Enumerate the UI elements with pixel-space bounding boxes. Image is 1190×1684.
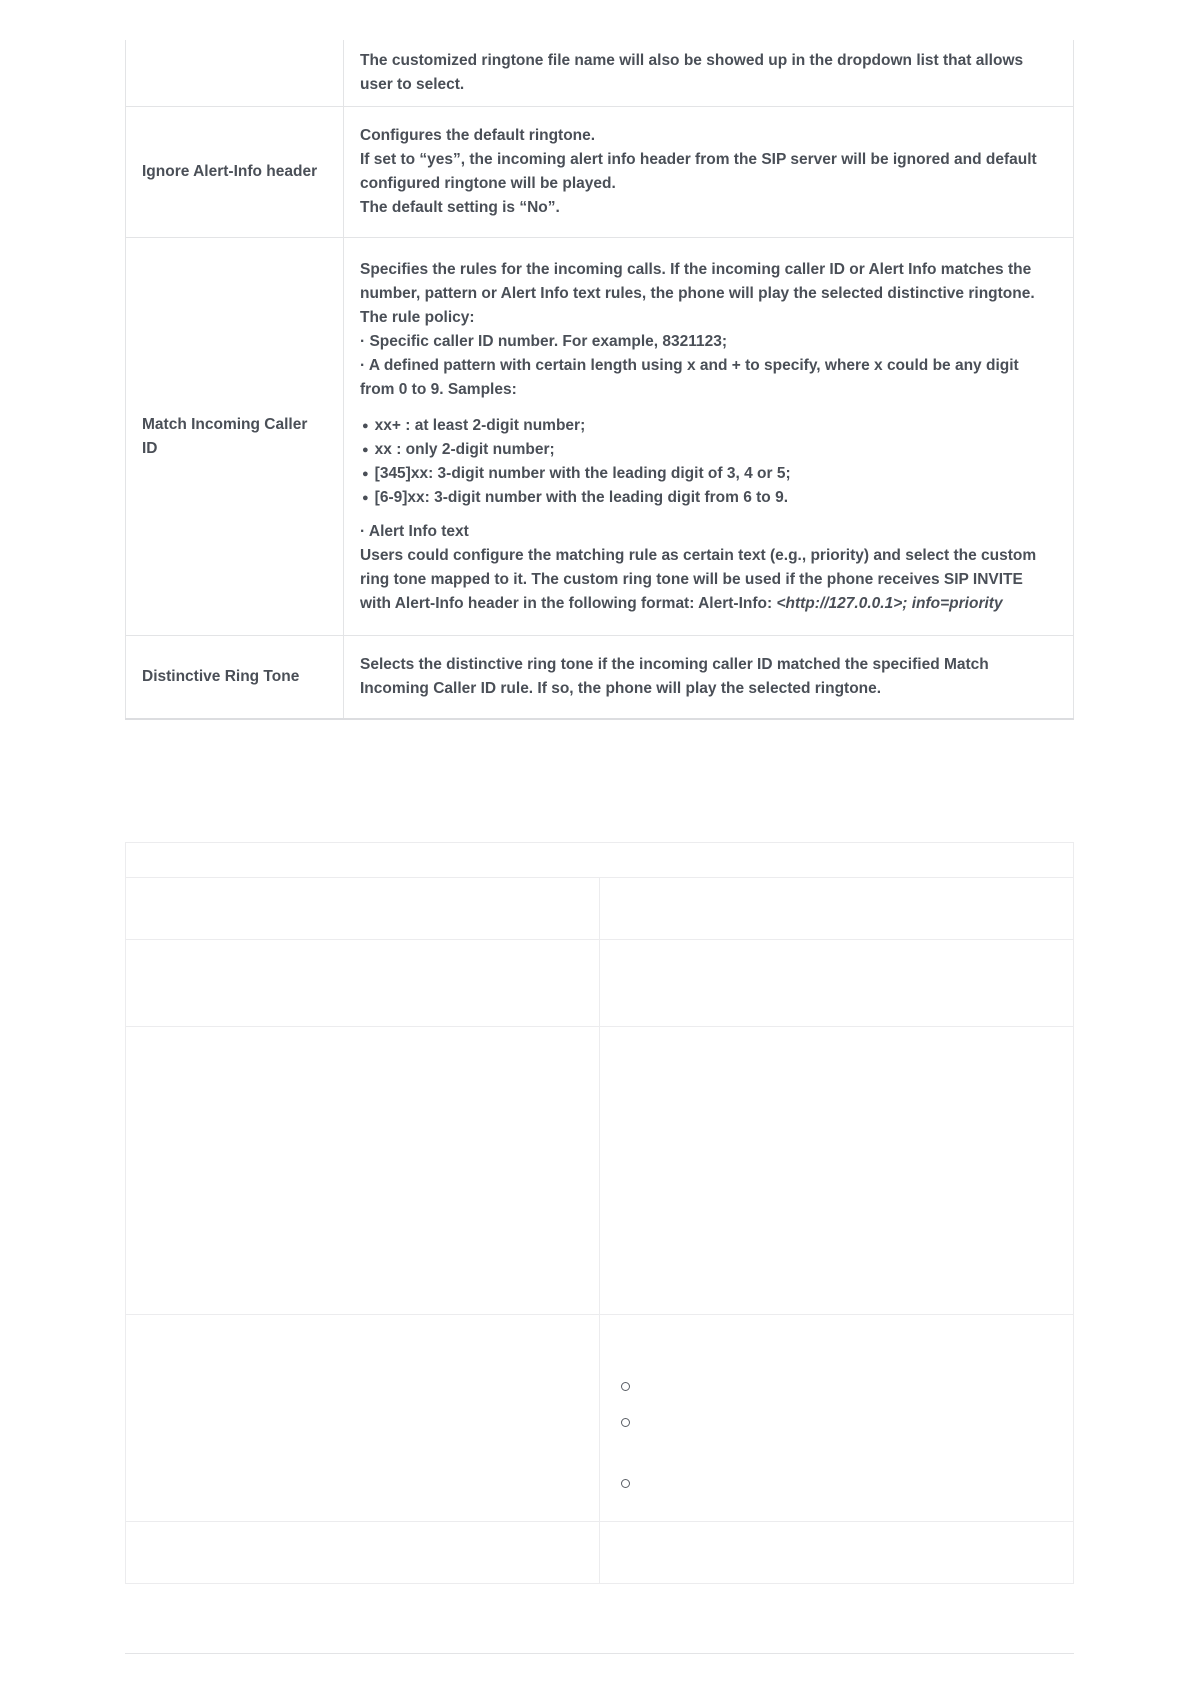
circle-bullet-icon (621, 1382, 630, 1391)
setting-name-cell: Distinctive Ring Tone (126, 636, 344, 720)
description-text: If set to “yes”, the incoming alert info header from the SIP server will be ignored and default configured ringtone will be played. (360, 151, 1037, 192)
setting-description-cell (600, 1027, 1074, 1315)
setting-description-cell (344, 40, 1074, 107)
setting-name-cell (126, 1315, 600, 1522)
setting-description-cell (600, 940, 1074, 1027)
setting-description-cell (344, 107, 1074, 238)
list-item: ● xx+ : at least 2-digit number; (360, 414, 1057, 438)
list-item: ● xx : only 2-digit number; (360, 438, 1057, 462)
empty-settings-table (125, 842, 1074, 1584)
table-header-row (126, 843, 1074, 878)
description-text (360, 544, 1057, 616)
table-row (126, 1027, 1074, 1315)
usage-text: Users could configure the matching rule as certain text (e.g., priority) and select the custom ring tone mapped to it. The custom ring tone will be used if the phone receives SIP INVITE with Alert-Info header in the following format: Alert-Info: (360, 546, 1037, 612)
table-row (126, 1315, 1074, 1522)
setting-name-cell (126, 40, 344, 107)
rule-text: · Alert Info text (360, 522, 469, 540)
setting-description-cell (344, 636, 1074, 720)
setting-description-cell (600, 878, 1074, 940)
rule-text: · Specific caller ID number. For example, 8321123; (360, 332, 728, 350)
setting-name-cell (126, 1522, 600, 1584)
rule-text: · A defined pattern with certain length using x and + to specify, where x could be any digit from 0 to 9. Samples: (360, 356, 1019, 398)
list-item: ● [6-9]xx: 3-digit number with the leading digit from 6 to 9. (360, 486, 1057, 510)
description-text: The default setting is “No”. (360, 199, 560, 216)
setting-description-cell (600, 1522, 1074, 1584)
circle-bullet-icon (621, 1479, 630, 1488)
table-row (126, 238, 1074, 636)
table-row (126, 878, 1074, 940)
alert-info-example: <http://127.0.0.1>; info=priority (776, 594, 1003, 612)
table-row (126, 40, 1074, 107)
table-row (126, 107, 1074, 238)
table-header-cell (126, 843, 1074, 878)
table-row (126, 636, 1074, 720)
divider (125, 1653, 1074, 1654)
setting-description-cell (344, 238, 1074, 636)
description-text: Configures the default ringtone. (360, 127, 596, 144)
list-item: ● [345]xx: 3-digit number with the leading digit of 3, 4 or 5; (360, 462, 1057, 486)
table-row (126, 1522, 1074, 1584)
circle-bullet-icon (621, 1418, 630, 1427)
ringtone-settings-table (125, 40, 1074, 720)
setting-name-cell (126, 940, 600, 1027)
setting-name-cell (126, 878, 600, 940)
setting-name-cell (126, 1027, 600, 1315)
empty-bullet-list (600, 1315, 1073, 1521)
description-text: The customized ringtone file name will also be showed up in the dropdown list that allows user to select. (360, 52, 1024, 93)
description-text: Selects the distinctive ring tone if the incoming caller ID matched the specified Match Incoming Caller ID rule. If so, the phone will play the selected ringtone. (360, 656, 989, 697)
pattern-samples-list (360, 414, 1057, 510)
description-text: Specifies the rules for the incoming calls. If the incoming caller ID or Alert Info matches the number, pattern or Alert Info text rules, the phone will play the selected distinctive ringtone. The rule policy: (360, 260, 1035, 326)
table-row (126, 940, 1074, 1027)
setting-name-cell: Match Incoming Caller ID (126, 238, 344, 636)
setting-description-cell (600, 1315, 1074, 1522)
setting-name-cell: Ignore Alert-Info header (126, 107, 344, 238)
